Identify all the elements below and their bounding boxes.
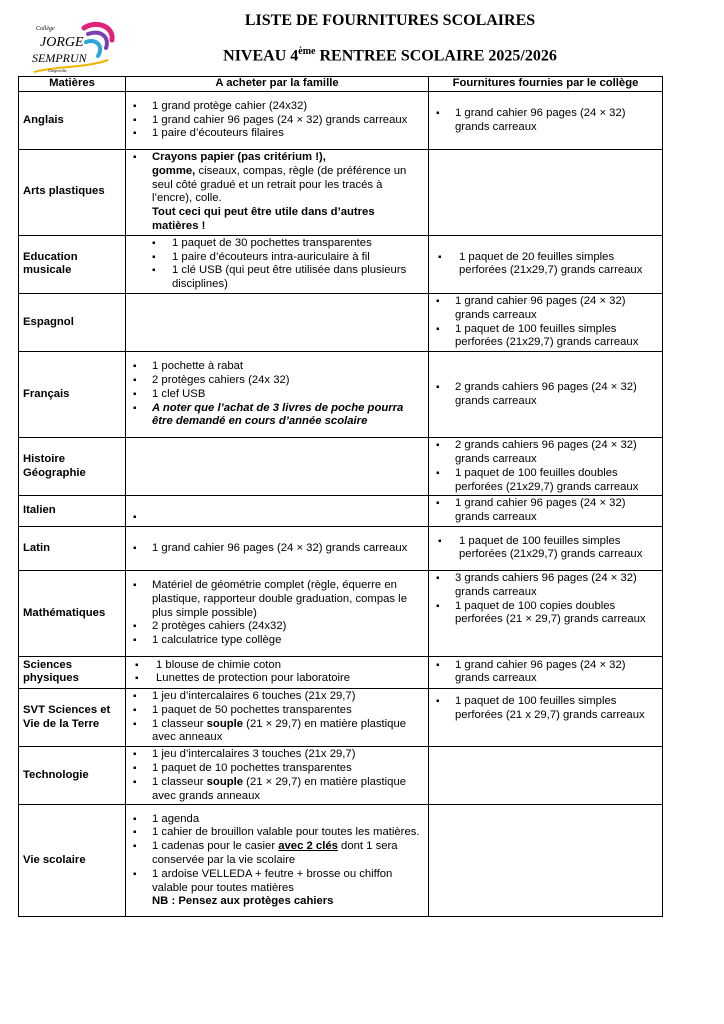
subject-cell: Education musicale [19,235,126,293]
item-text: ciseaux, compas, règle (de préférence un seul côté gradué et un retrait pour les tracés à l’encre), colle. [152,164,407,205]
list-item: ▪ 1 agenda [130,813,424,827]
list-item [130,718,424,746]
subject-cell: SVT Sciences et Vie de la Terre [19,688,126,746]
table-row [19,92,663,150]
list-item: ▪ 1 paquet de 50 pochettes transparentes [130,704,424,718]
list-item: ▪ 1 paquet de 100 feuilles simples perforées (21x29,7) grands carreaux [433,535,658,563]
family-cell [126,570,429,656]
bold-underline-text: avec 2 clés [278,840,338,853]
college-cell [429,438,663,496]
list-item: ▪ Matériel de géométrie complet (règle, équerre en plastique, rapporteur double graduation, compas le plus simple possible) [130,579,424,620]
list-item: ▪ 1 grand cahier 96 pages (24 × 32) grands carreaux [130,542,424,556]
table-row [19,293,663,351]
subject-cell: Latin [19,526,126,570]
family-cell [126,526,429,570]
list-item: ▪ 1 cahier de brouillon valable pour toutes les matières. [130,826,424,840]
table-row [19,688,663,746]
list-item: ▪ 1 paquet de 30 pochettes transparentes [130,237,424,251]
college-cell [429,150,663,236]
list-item: ▪ 1 grand cahier 96 pages (24 × 32) grands carreaux [433,295,658,323]
list-item: ▪ 3 grands cahiers 96 pages (24 × 32) grands carreaux [433,572,658,600]
subject-cell: Espagnol [19,293,126,351]
header-subject: Matières [19,77,126,92]
list-item [130,840,424,868]
college-cell [429,92,663,150]
table-header-row [19,77,663,92]
table-row [19,747,663,805]
family-cell [126,747,429,805]
college-cell [429,352,663,438]
family-cell [126,805,429,917]
list-item: ▪ 1 grand cahier 96 pages (24 × 32) grands carreaux [433,497,658,525]
table-row [19,496,663,527]
college-cell [429,235,663,293]
header-college: Fournitures fournies par le collège [429,77,663,92]
table-row [19,526,663,570]
page-title: LISTE DE FOURNITURES SCOLAIRES [244,12,536,29]
family-cell [126,688,429,746]
subject-cell: Italien [19,496,126,527]
table-row [19,805,663,917]
list-item: ▪ 1 paquet de 20 feuilles simples perforées (21x29,7) grands carreaux [433,251,658,279]
bold-text: Crayons papier (pas critérium !), [152,151,326,163]
list-item: ▪ 2 protèges cahiers (24x 32) [130,374,424,388]
family-cell [126,496,429,527]
logo-text-jorge: JORGE [40,35,84,50]
college-cell [429,747,663,805]
subtitle-prefix: NIVEAU 4 [223,47,299,65]
list-item: ▪ 2 grands cahiers 96 pages (24 × 32) grands carreaux [433,439,658,467]
list-item: ▪ 1 pochette à rabat [130,360,424,374]
table-row [19,570,663,656]
list-item: ▪ 1 paquet de 100 feuilles simples perforées (21 x 29,7) grands carreaux [433,695,658,723]
list-item: ▪ A noter que l’achat de 3 livres de poche pourra être demandé en cours d’année scolaire [130,402,424,430]
subject-cell: Sciences physiques [19,656,126,688]
family-cell [126,656,429,688]
family-cell [126,293,429,351]
college-logo [26,20,118,76]
table-row [19,150,663,236]
subtitle-suffix: RENTREE SCOLAIRE 2025/2026 [315,47,557,65]
college-cell [429,656,663,688]
subject-cell: Vie scolaire [19,805,126,917]
family-cell [126,352,429,438]
list-item: ▪ 1 blouse de chimie coton [130,659,424,673]
list-item: ▪ 2 grands cahiers 96 pages (24 × 32) grands carreaux [433,381,658,409]
list-item: ▪ 1 jeu d’intercalaires 3 touches (21x 29,7) [130,748,424,762]
list-item: ▪ 1 jeu d’intercalaires 6 touches (21x 29,7) [130,690,424,704]
subject-cell: Technologie [19,747,126,805]
list-item: ▪ 1 clé USB (qui peut être utilisée dans plusieurs disciplines) [130,264,424,292]
bold-text: souple [206,775,244,788]
list-item: ▪ 1 clef USB [130,388,424,402]
list-item: ▪ 1 paire d’écouteurs filaires [130,127,424,141]
college-cell [429,805,663,917]
list-item: ▪ 1 paquet de 100 feuilles simples perforées (21x29,7) grands carreaux [433,323,658,351]
item-text: 1 cadenas pour le casier [152,840,279,853]
page-subtitle [180,46,600,65]
family-cell [126,92,429,150]
list-item: ▪ 1 calculatrice type collège [130,634,424,648]
item-text: dont 1 sera conservée par la vie scolaire [152,840,398,866]
list-item: ▪ 1 grand cahier 96 pages (24 × 32) grands carreaux [433,107,658,135]
list-item [130,776,424,804]
table-row [19,235,663,293]
bold-text: souple [206,717,244,730]
table-row [19,438,663,496]
list-item: ▪ 2 protèges cahiers (24x32) [130,620,424,634]
list-item [130,151,424,206]
family-cell [126,150,429,236]
table-row [19,352,663,438]
header-family: A acheter par la famille [126,77,429,92]
list-item: ▪ 1 grand cahier 96 pages (24 × 32) grands carreaux [433,659,658,687]
item-text: (21 × 29,7) en matière plastique avec grands anneaux [152,775,407,802]
college-cell [429,293,663,351]
item-text: (21 × 29,7) en matière plastique avec anneaux [152,717,407,744]
family-cell [126,438,429,496]
list-item: ▪ Lunettes de protection pour laboratoire [130,672,424,686]
list-item: ▪ 1 ardoise VELLEDA + feutre + brosse ou chiffon valable pour toutes matières [130,868,424,896]
subject-cell: Français [19,352,126,438]
list-item: ▪ 1 paquet de 100 feuilles doubles perforées (21x29,7) grands carreaux [433,467,658,495]
subject-cell: Arts plastiques [19,150,126,236]
list-item: ▪ 1 paquet de 10 pochettes transparentes [130,762,424,776]
logo-text-top: Collège [36,26,55,32]
logo-text-bottom: Gargenville [48,68,67,73]
subject-cell: Mathématiques [19,570,126,656]
list-item: ▪ 1 grand protège cahier (24x32) [130,100,424,114]
college-cell [429,570,663,656]
note-text: NB : Pensez aux protèges cahiers [152,895,334,908]
item-text: 1 classeur [152,775,207,788]
subject-cell: Anglais [19,92,126,150]
list-item: ▪ 1 grand cahier 96 pages (24 × 32) grands carreaux [130,114,424,128]
supplies-table [18,76,663,917]
list-item: ▪ 1 paire d’écouteurs intra-auriculaire à fil [130,251,424,265]
family-cell [126,235,429,293]
logo-text-semprun: SEMPRUN [32,51,87,65]
note-text: Tout ceci qui peut être utile dans d’autres matières ! [152,206,375,232]
bold-text: gomme, [152,164,196,177]
item-text: 1 classeur [152,717,207,730]
college-cell [429,526,663,570]
subject-cell: Histoire Géographie [19,438,126,496]
subtitle-sup: ème [298,46,316,57]
list-item: ▪ 1 paquet de 100 copies doubles perforées (21 × 29,7) grands carreaux [433,600,658,628]
table-row [19,656,663,688]
college-cell [429,688,663,746]
college-cell [429,496,663,527]
